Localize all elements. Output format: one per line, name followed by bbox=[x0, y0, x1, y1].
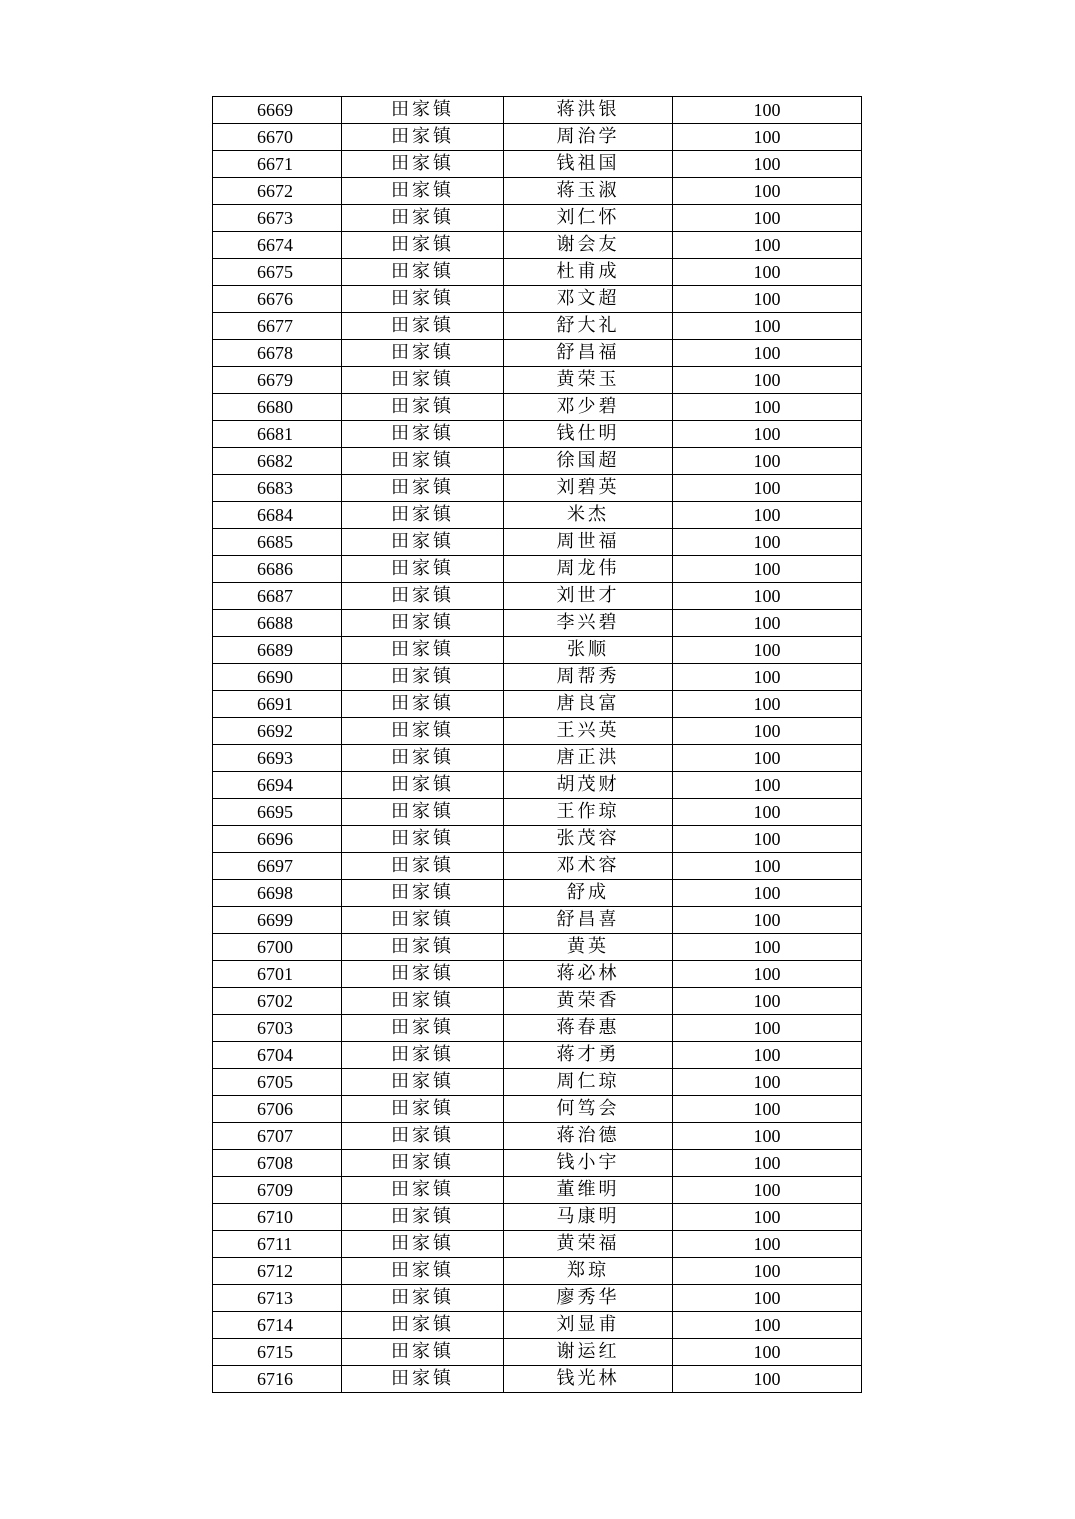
cell-name: 刘碧英 bbox=[504, 475, 673, 502]
table-row bbox=[213, 394, 862, 421]
cell-town: 田家镇 bbox=[342, 97, 504, 124]
cell-name: 王作琼 bbox=[504, 799, 673, 826]
cell-name: 舒昌福 bbox=[504, 340, 673, 367]
cell-name: 刘仁怀 bbox=[504, 205, 673, 232]
cell-town: 田家镇 bbox=[342, 1339, 504, 1366]
table-row bbox=[213, 97, 862, 124]
table-row bbox=[213, 826, 862, 853]
cell-amount: 100 bbox=[673, 772, 862, 799]
cell-id: 6691 bbox=[213, 691, 342, 718]
cell-amount: 100 bbox=[673, 124, 862, 151]
cell-name: 周仁琼 bbox=[504, 1069, 673, 1096]
cell-town: 田家镇 bbox=[342, 1366, 504, 1393]
cell-amount: 100 bbox=[673, 448, 862, 475]
cell-amount: 100 bbox=[673, 826, 862, 853]
cell-id: 6701 bbox=[213, 961, 342, 988]
cell-town: 田家镇 bbox=[342, 421, 504, 448]
cell-id: 6702 bbox=[213, 988, 342, 1015]
cell-id: 6692 bbox=[213, 718, 342, 745]
cell-name: 蒋春惠 bbox=[504, 1015, 673, 1042]
cell-name: 董维明 bbox=[504, 1177, 673, 1204]
cell-name: 谢运红 bbox=[504, 1339, 673, 1366]
table-row bbox=[213, 259, 862, 286]
cell-id: 6688 bbox=[213, 610, 342, 637]
cell-name: 钱祖国 bbox=[504, 151, 673, 178]
table-row bbox=[213, 448, 862, 475]
cell-amount: 100 bbox=[673, 1177, 862, 1204]
table-row bbox=[213, 1096, 862, 1123]
cell-amount: 100 bbox=[673, 1015, 862, 1042]
cell-name: 钱光林 bbox=[504, 1366, 673, 1393]
cell-amount: 100 bbox=[673, 1258, 862, 1285]
cell-town: 田家镇 bbox=[342, 1123, 504, 1150]
cell-id: 6712 bbox=[213, 1258, 342, 1285]
cell-amount: 100 bbox=[673, 718, 862, 745]
cell-id: 6683 bbox=[213, 475, 342, 502]
cell-town: 田家镇 bbox=[342, 286, 504, 313]
cell-town: 田家镇 bbox=[342, 988, 504, 1015]
table-row bbox=[213, 502, 862, 529]
cell-town: 田家镇 bbox=[342, 907, 504, 934]
cell-town: 田家镇 bbox=[342, 151, 504, 178]
cell-amount: 100 bbox=[673, 691, 862, 718]
cell-name: 唐正洪 bbox=[504, 745, 673, 772]
cell-id: 6709 bbox=[213, 1177, 342, 1204]
cell-name: 蒋才勇 bbox=[504, 1042, 673, 1069]
cell-town: 田家镇 bbox=[342, 1015, 504, 1042]
cell-amount: 100 bbox=[673, 205, 862, 232]
cell-id: 6710 bbox=[213, 1204, 342, 1231]
cell-amount: 100 bbox=[673, 880, 862, 907]
table-row bbox=[213, 178, 862, 205]
cell-amount: 100 bbox=[673, 664, 862, 691]
cell-name: 周世福 bbox=[504, 529, 673, 556]
cell-id: 6696 bbox=[213, 826, 342, 853]
cell-name: 邓少碧 bbox=[504, 394, 673, 421]
cell-amount: 100 bbox=[673, 1123, 862, 1150]
table-row bbox=[213, 232, 862, 259]
cell-town: 田家镇 bbox=[342, 1042, 504, 1069]
cell-town: 田家镇 bbox=[342, 1096, 504, 1123]
cell-amount: 100 bbox=[673, 178, 862, 205]
cell-id: 6711 bbox=[213, 1231, 342, 1258]
table-row bbox=[213, 934, 862, 961]
table-row bbox=[213, 1123, 862, 1150]
table-row bbox=[213, 1015, 862, 1042]
cell-town: 田家镇 bbox=[342, 394, 504, 421]
cell-amount: 100 bbox=[673, 1285, 862, 1312]
table-row bbox=[213, 745, 862, 772]
cell-name: 刘显甫 bbox=[504, 1312, 673, 1339]
cell-id: 6687 bbox=[213, 583, 342, 610]
cell-amount: 100 bbox=[673, 745, 862, 772]
cell-id: 6671 bbox=[213, 151, 342, 178]
cell-id: 6681 bbox=[213, 421, 342, 448]
table-row bbox=[213, 1150, 862, 1177]
cell-id: 6713 bbox=[213, 1285, 342, 1312]
cell-amount: 100 bbox=[673, 475, 862, 502]
cell-amount: 100 bbox=[673, 340, 862, 367]
table-row bbox=[213, 988, 862, 1015]
table-row bbox=[213, 340, 862, 367]
cell-amount: 100 bbox=[673, 1204, 862, 1231]
cell-name: 何笃会 bbox=[504, 1096, 673, 1123]
cell-name: 米杰 bbox=[504, 502, 673, 529]
cell-name: 蒋洪银 bbox=[504, 97, 673, 124]
cell-town: 田家镇 bbox=[342, 1069, 504, 1096]
cell-id: 6686 bbox=[213, 556, 342, 583]
table-row bbox=[213, 691, 862, 718]
cell-town: 田家镇 bbox=[342, 259, 504, 286]
cell-name: 唐良富 bbox=[504, 691, 673, 718]
cell-id: 6689 bbox=[213, 637, 342, 664]
cell-id: 6690 bbox=[213, 664, 342, 691]
table-row bbox=[213, 367, 862, 394]
table-row bbox=[213, 961, 862, 988]
cell-town: 田家镇 bbox=[342, 502, 504, 529]
roster-table bbox=[212, 96, 862, 1393]
cell-id: 6714 bbox=[213, 1312, 342, 1339]
cell-town: 田家镇 bbox=[342, 718, 504, 745]
table-row bbox=[213, 1339, 862, 1366]
cell-id: 6693 bbox=[213, 745, 342, 772]
table-row bbox=[213, 529, 862, 556]
cell-name: 蒋治德 bbox=[504, 1123, 673, 1150]
cell-name: 谢会友 bbox=[504, 232, 673, 259]
cell-amount: 100 bbox=[673, 97, 862, 124]
cell-town: 田家镇 bbox=[342, 340, 504, 367]
cell-id: 6676 bbox=[213, 286, 342, 313]
cell-id: 6700 bbox=[213, 934, 342, 961]
cell-name: 蒋玉淑 bbox=[504, 178, 673, 205]
cell-id: 6680 bbox=[213, 394, 342, 421]
table-row bbox=[213, 1285, 862, 1312]
cell-amount: 100 bbox=[673, 1042, 862, 1069]
cell-town: 田家镇 bbox=[342, 664, 504, 691]
table-row bbox=[213, 124, 862, 151]
cell-id: 6699 bbox=[213, 907, 342, 934]
cell-name: 廖秀华 bbox=[504, 1285, 673, 1312]
cell-amount: 100 bbox=[673, 313, 862, 340]
table-row bbox=[213, 475, 862, 502]
cell-amount: 100 bbox=[673, 1339, 862, 1366]
table-row bbox=[213, 583, 862, 610]
cell-town: 田家镇 bbox=[342, 529, 504, 556]
cell-amount: 100 bbox=[673, 1366, 862, 1393]
cell-town: 田家镇 bbox=[342, 1231, 504, 1258]
roster-table-body bbox=[213, 97, 862, 1393]
cell-amount: 100 bbox=[673, 151, 862, 178]
cell-name: 钱仕明 bbox=[504, 421, 673, 448]
cell-amount: 100 bbox=[673, 367, 862, 394]
cell-id: 6716 bbox=[213, 1366, 342, 1393]
cell-amount: 100 bbox=[673, 556, 862, 583]
cell-amount: 100 bbox=[673, 853, 862, 880]
cell-amount: 100 bbox=[673, 1231, 862, 1258]
cell-name: 张顺 bbox=[504, 637, 673, 664]
cell-amount: 100 bbox=[673, 529, 862, 556]
cell-id: 6679 bbox=[213, 367, 342, 394]
cell-id: 6698 bbox=[213, 880, 342, 907]
table-row bbox=[213, 718, 862, 745]
cell-town: 田家镇 bbox=[342, 475, 504, 502]
table-row bbox=[213, 664, 862, 691]
table-row bbox=[213, 1204, 862, 1231]
cell-amount: 100 bbox=[673, 1069, 862, 1096]
cell-id: 6684 bbox=[213, 502, 342, 529]
table-row bbox=[213, 1258, 862, 1285]
cell-town: 田家镇 bbox=[342, 448, 504, 475]
table-row bbox=[213, 313, 862, 340]
cell-town: 田家镇 bbox=[342, 1312, 504, 1339]
cell-id: 6708 bbox=[213, 1150, 342, 1177]
cell-id: 6678 bbox=[213, 340, 342, 367]
cell-name: 黄荣玉 bbox=[504, 367, 673, 394]
cell-name: 张茂容 bbox=[504, 826, 673, 853]
cell-town: 田家镇 bbox=[342, 124, 504, 151]
cell-name: 蒋必林 bbox=[504, 961, 673, 988]
cell-amount: 100 bbox=[673, 610, 862, 637]
cell-town: 田家镇 bbox=[342, 934, 504, 961]
table-row bbox=[213, 1312, 862, 1339]
cell-id: 6697 bbox=[213, 853, 342, 880]
cell-amount: 100 bbox=[673, 502, 862, 529]
cell-name: 胡茂财 bbox=[504, 772, 673, 799]
cell-town: 田家镇 bbox=[342, 1150, 504, 1177]
table-row bbox=[213, 421, 862, 448]
cell-name: 周帮秀 bbox=[504, 664, 673, 691]
cell-town: 田家镇 bbox=[342, 853, 504, 880]
cell-name: 邓术容 bbox=[504, 853, 673, 880]
cell-id: 6707 bbox=[213, 1123, 342, 1150]
cell-town: 田家镇 bbox=[342, 232, 504, 259]
cell-name: 邓文超 bbox=[504, 286, 673, 313]
cell-amount: 100 bbox=[673, 637, 862, 664]
cell-amount: 100 bbox=[673, 583, 862, 610]
cell-amount: 100 bbox=[673, 1312, 862, 1339]
cell-id: 6704 bbox=[213, 1042, 342, 1069]
cell-id: 6677 bbox=[213, 313, 342, 340]
cell-town: 田家镇 bbox=[342, 583, 504, 610]
cell-town: 田家镇 bbox=[342, 961, 504, 988]
cell-amount: 100 bbox=[673, 421, 862, 448]
table-row bbox=[213, 853, 862, 880]
cell-town: 田家镇 bbox=[342, 1285, 504, 1312]
cell-id: 6703 bbox=[213, 1015, 342, 1042]
cell-name: 舒成 bbox=[504, 880, 673, 907]
cell-town: 田家镇 bbox=[342, 826, 504, 853]
cell-name: 杜甫成 bbox=[504, 259, 673, 286]
cell-name: 马康明 bbox=[504, 1204, 673, 1231]
cell-id: 6705 bbox=[213, 1069, 342, 1096]
cell-town: 田家镇 bbox=[342, 1258, 504, 1285]
table-row bbox=[213, 1177, 862, 1204]
table-row bbox=[213, 772, 862, 799]
cell-name: 舒昌喜 bbox=[504, 907, 673, 934]
cell-name: 李兴碧 bbox=[504, 610, 673, 637]
cell-town: 田家镇 bbox=[342, 745, 504, 772]
table-row bbox=[213, 205, 862, 232]
cell-amount: 100 bbox=[673, 988, 862, 1015]
cell-town: 田家镇 bbox=[342, 1204, 504, 1231]
cell-amount: 100 bbox=[673, 1096, 862, 1123]
cell-town: 田家镇 bbox=[342, 205, 504, 232]
table-row bbox=[213, 151, 862, 178]
cell-town: 田家镇 bbox=[342, 610, 504, 637]
cell-amount: 100 bbox=[673, 259, 862, 286]
cell-name: 王兴英 bbox=[504, 718, 673, 745]
cell-id: 6715 bbox=[213, 1339, 342, 1366]
cell-id: 6669 bbox=[213, 97, 342, 124]
cell-town: 田家镇 bbox=[342, 880, 504, 907]
cell-name: 黄荣福 bbox=[504, 1231, 673, 1258]
table-row bbox=[213, 637, 862, 664]
cell-id: 6685 bbox=[213, 529, 342, 556]
cell-amount: 100 bbox=[673, 1150, 862, 1177]
cell-name: 徐国超 bbox=[504, 448, 673, 475]
table-row bbox=[213, 286, 862, 313]
cell-town: 田家镇 bbox=[342, 313, 504, 340]
cell-name: 黄荣香 bbox=[504, 988, 673, 1015]
cell-id: 6694 bbox=[213, 772, 342, 799]
cell-id: 6675 bbox=[213, 259, 342, 286]
cell-town: 田家镇 bbox=[342, 637, 504, 664]
cell-name: 黄英 bbox=[504, 934, 673, 961]
cell-id: 6673 bbox=[213, 205, 342, 232]
cell-id: 6672 bbox=[213, 178, 342, 205]
table-row bbox=[213, 610, 862, 637]
table-row bbox=[213, 556, 862, 583]
cell-name: 周龙伟 bbox=[504, 556, 673, 583]
table-row bbox=[213, 1366, 862, 1393]
cell-town: 田家镇 bbox=[342, 367, 504, 394]
cell-town: 田家镇 bbox=[342, 691, 504, 718]
cell-town: 田家镇 bbox=[342, 1177, 504, 1204]
cell-town: 田家镇 bbox=[342, 772, 504, 799]
cell-id: 6670 bbox=[213, 124, 342, 151]
table-row bbox=[213, 1231, 862, 1258]
cell-town: 田家镇 bbox=[342, 178, 504, 205]
cell-amount: 100 bbox=[673, 394, 862, 421]
cell-town: 田家镇 bbox=[342, 799, 504, 826]
cell-id: 6682 bbox=[213, 448, 342, 475]
table-row bbox=[213, 1042, 862, 1069]
cell-name: 舒大礼 bbox=[504, 313, 673, 340]
cell-id: 6695 bbox=[213, 799, 342, 826]
cell-name: 钱小宇 bbox=[504, 1150, 673, 1177]
cell-amount: 100 bbox=[673, 961, 862, 988]
cell-id: 6674 bbox=[213, 232, 342, 259]
table-row bbox=[213, 880, 862, 907]
cell-amount: 100 bbox=[673, 799, 862, 826]
cell-amount: 100 bbox=[673, 232, 862, 259]
table-row bbox=[213, 907, 862, 934]
cell-id: 6706 bbox=[213, 1096, 342, 1123]
cell-amount: 100 bbox=[673, 286, 862, 313]
cell-amount: 100 bbox=[673, 934, 862, 961]
table-row bbox=[213, 1069, 862, 1096]
table-row bbox=[213, 799, 862, 826]
cell-town: 田家镇 bbox=[342, 556, 504, 583]
cell-name: 周治学 bbox=[504, 124, 673, 151]
cell-name: 刘世才 bbox=[504, 583, 673, 610]
cell-amount: 100 bbox=[673, 907, 862, 934]
cell-name: 郑琼 bbox=[504, 1258, 673, 1285]
